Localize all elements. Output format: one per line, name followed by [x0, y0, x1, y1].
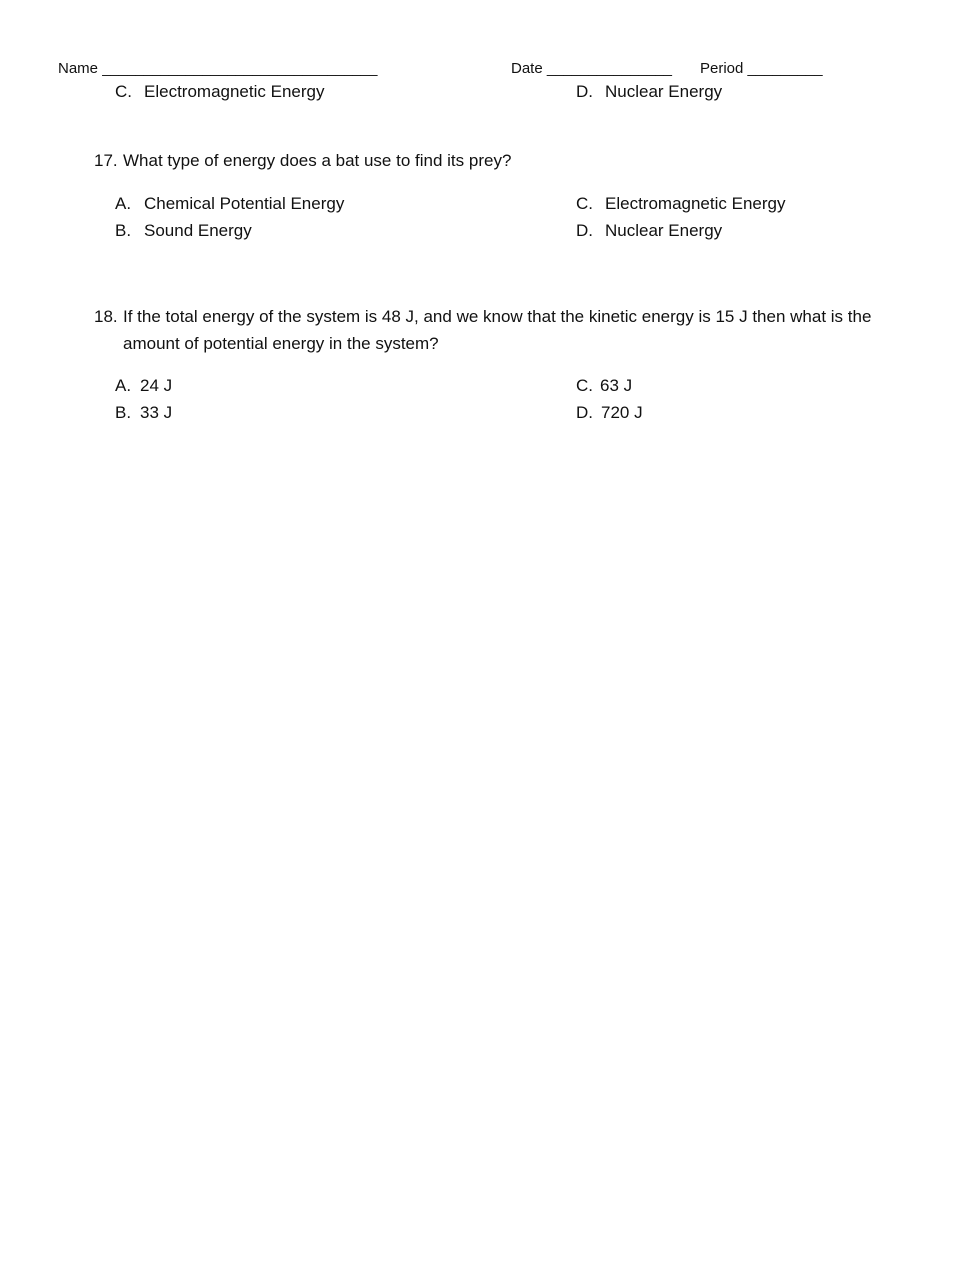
option-text: Electromagnetic Energy: [144, 82, 325, 101]
option-letter: B.: [115, 221, 132, 240]
q17-option-b[interactable]: [115, 220, 252, 242]
period-blank[interactable]: _________: [747, 60, 823, 77]
question-17: [94, 150, 511, 172]
question-number: 17.: [94, 151, 118, 170]
option-text: Nuclear Energy: [605, 82, 723, 101]
question-text: What type of energy does a bat use to find its prey?: [123, 151, 512, 170]
option-letter: C.: [576, 194, 593, 213]
option-text: 720 J: [601, 403, 643, 422]
period-label: Period: [700, 60, 744, 77]
date-field[interactable]: [511, 59, 672, 79]
q18-option-d[interactable]: [576, 402, 643, 424]
period-field[interactable]: [700, 59, 823, 79]
option-text: 24 J: [140, 376, 173, 395]
option-text: Chemical Potential Energy: [144, 194, 345, 213]
option-letter: D.: [576, 403, 593, 422]
question-18-continuation: [123, 333, 439, 355]
question-text: If the total energy of the system is 48 J, and we know that the kinetic energy is 15 J then what is the: [123, 307, 872, 326]
q18-option-b[interactable]: [115, 402, 172, 424]
option-text: 33 J: [140, 403, 173, 422]
q17-option-d[interactable]: [576, 220, 722, 242]
q18-option-c[interactable]: [576, 375, 632, 397]
name-blank[interactable]: _________________________________: [102, 60, 378, 77]
question-18: [94, 306, 871, 328]
name-label: Name: [58, 60, 99, 77]
q17-option-c[interactable]: [576, 193, 785, 215]
date-label: Date: [511, 60, 543, 77]
option-letter: D.: [576, 82, 593, 101]
prev-option-d: [576, 81, 722, 103]
name-field[interactable]: [58, 59, 377, 79]
option-letter: B.: [115, 403, 132, 422]
option-text: Electromagnetic Energy: [605, 194, 786, 213]
option-letter: A.: [115, 376, 132, 395]
question-number: 18.: [94, 307, 118, 326]
option-letter: A.: [115, 194, 132, 213]
option-letter: C.: [115, 82, 132, 101]
option-text: Nuclear Energy: [605, 221, 723, 240]
option-letter: D.: [576, 221, 593, 240]
question-text: amount of potential energy in the system?: [123, 334, 439, 353]
option-letter: C.: [576, 376, 593, 395]
q17-option-a[interactable]: [115, 193, 344, 215]
date-blank[interactable]: _______________: [546, 60, 672, 77]
prev-option-c: [115, 81, 324, 103]
q18-option-a[interactable]: [115, 375, 172, 397]
option-text: Sound Energy: [144, 221, 252, 240]
option-text: 63 J: [600, 376, 633, 395]
